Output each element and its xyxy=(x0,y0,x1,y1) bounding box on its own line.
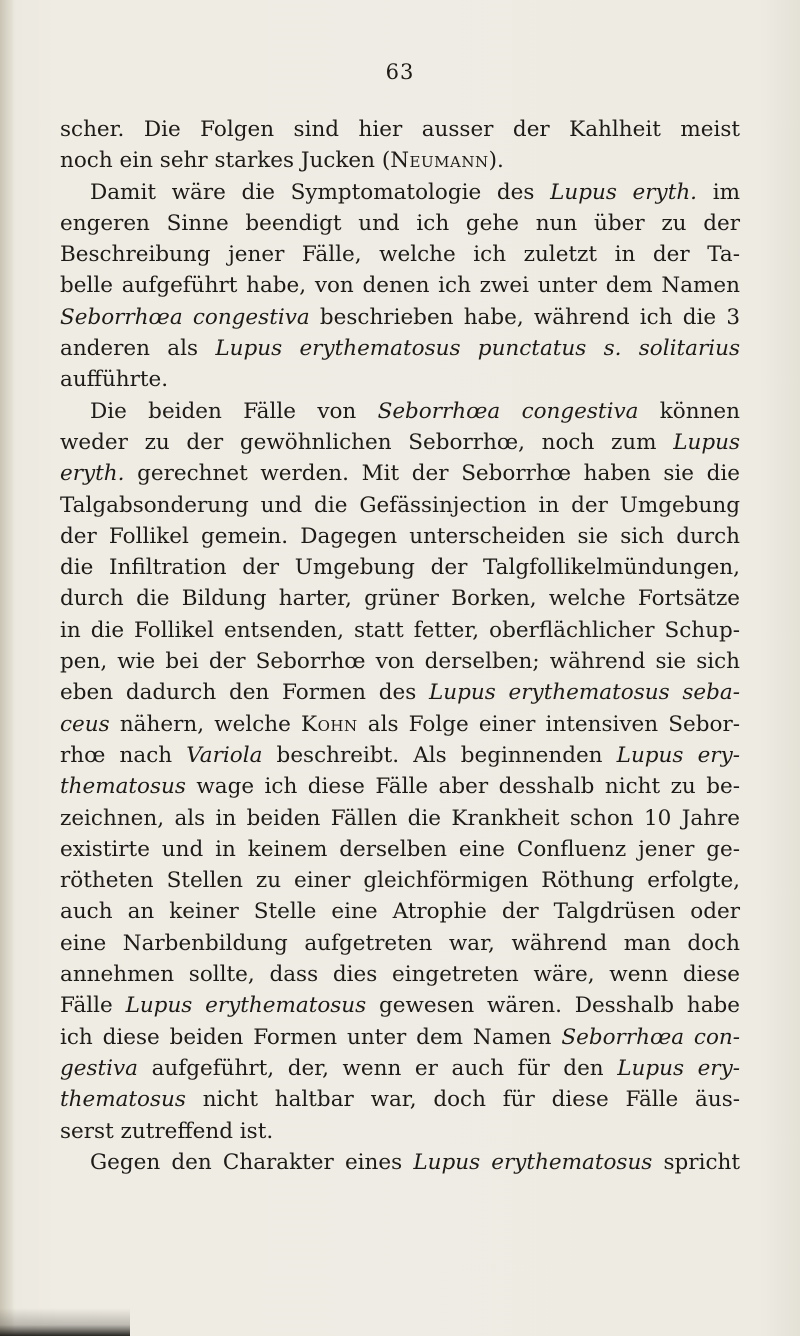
text-segment: ich diese beiden Formen unter dem Namen xyxy=(60,1024,562,1050)
binding-shadow xyxy=(0,0,14,1336)
text-segment: ). xyxy=(488,148,504,174)
text-segment: Damit wäre die Symptomatologie des xyxy=(90,179,551,205)
italic-term: ceus xyxy=(60,711,110,737)
text-line xyxy=(60,959,740,990)
text-segment: annehmen sollte, dass dies eingetreten wäre, wenn diese xyxy=(60,962,740,988)
text-segment: Fälle xyxy=(60,993,126,1019)
text-line xyxy=(60,364,740,395)
text-segment: gerechnet werden. Mit der Seborrhœ haben sie die xyxy=(124,461,740,487)
text-segment: beschreibt. Als beginnenden xyxy=(262,742,617,768)
text-line xyxy=(60,677,740,708)
text-segment: serst zutreffend ist. xyxy=(60,1118,274,1144)
text-segment: rhœ nach xyxy=(60,742,187,768)
text-segment: existirte und in keinem derselben eine Confluenz jener ge- xyxy=(60,836,740,862)
text-segment: nähern, welche xyxy=(109,711,302,737)
text-line xyxy=(60,552,740,583)
text-line xyxy=(60,270,740,301)
text-segment: Die beiden Fälle von xyxy=(90,398,378,424)
text-line xyxy=(60,458,740,489)
italic-term: eryth. xyxy=(60,461,125,487)
italic-term: Lupus erythematosus punctatus s. solitarius xyxy=(215,336,740,362)
italic-term: Lupus erythematosus xyxy=(125,993,367,1019)
italic-term: Seborrhœa con- xyxy=(561,1024,740,1050)
text-line xyxy=(60,709,740,740)
italic-term: Seborrhœa congestiva xyxy=(377,398,639,424)
italic-term: Lupus ery- xyxy=(617,1055,740,1081)
text-line xyxy=(60,615,740,646)
text-line xyxy=(60,427,740,458)
text-segment: engeren Sinne beendigt und ich gehe nun über zu der xyxy=(60,210,740,236)
text-segment: spricht xyxy=(652,1149,740,1175)
text-line xyxy=(60,333,740,364)
italic-term: Seborrhœa congestiva xyxy=(60,304,310,330)
text-line xyxy=(60,1147,740,1178)
italic-term: Lupus eryth. xyxy=(550,179,698,205)
text-line xyxy=(60,208,740,239)
italic-term: Lupus xyxy=(673,429,740,455)
italic-term: Variola xyxy=(186,742,263,768)
text-line xyxy=(60,114,740,145)
text-segment: der Follikel gemein. Dagegen unterscheiden sie sich durch xyxy=(60,523,740,549)
text-line xyxy=(60,834,740,865)
text-segment: Beschreibung jener Fälle, welche ich zuletzt in der Ta- xyxy=(60,242,740,268)
text-segment: aufgeführt, der, wenn er auch für den xyxy=(138,1055,618,1081)
text-line xyxy=(60,239,740,270)
text-line xyxy=(60,865,740,896)
italic-term: Lupus ery- xyxy=(616,742,740,768)
text-line xyxy=(60,896,740,927)
text-line xyxy=(60,928,740,959)
text-line xyxy=(60,771,740,802)
text-segment: scher. Die Folgen sind hier ausser der Kahlheit meist xyxy=(60,117,740,142)
body-text xyxy=(60,114,740,1178)
text-segment: eine Narbenbildung aufgetreten war, während man doch xyxy=(60,930,740,956)
text-line xyxy=(60,583,740,614)
text-segment: belle aufgeführt habe, von denen ich zwei unter dem Namen xyxy=(60,273,740,299)
text-line xyxy=(60,177,740,208)
text-segment: rötheten Stellen zu einer gleichförmigen Röthung erfolgte, xyxy=(60,868,740,894)
page-number: 63 xyxy=(385,60,415,84)
text-segment: weder zu der gewöhnlichen Seborrhœ, noch zum xyxy=(60,429,674,455)
text-line xyxy=(60,1053,740,1084)
text-line xyxy=(60,396,740,427)
text-segment: können xyxy=(638,398,741,424)
text-line xyxy=(60,1084,740,1115)
text-line xyxy=(60,803,740,834)
italic-term: gestiva xyxy=(60,1055,139,1081)
text-segment: durch die Bildung harter, grüner Borken, welche Fortsätze xyxy=(60,586,740,612)
text-segment: noch ein sehr starkes Jucken ( xyxy=(60,148,391,174)
text-line xyxy=(60,740,740,771)
italic-term: thematosus xyxy=(60,1087,186,1113)
text-segment: eben dadurch den Formen des xyxy=(60,680,430,706)
italic-term: Lupus erythematosus xyxy=(413,1149,653,1175)
author-name: Kohn xyxy=(301,711,358,737)
text-segment: anderen als xyxy=(60,336,216,362)
text-line xyxy=(60,145,740,176)
text-segment: wage ich diese Fälle aber desshalb nicht zu be- xyxy=(185,774,740,800)
author-name: Neumann xyxy=(390,148,489,174)
text-segment: pen, wie bei der Seborrhœ von derselben; während sie sich xyxy=(60,649,740,675)
text-segment: auch an keiner Stelle eine Atrophie der Talgdrüsen oder xyxy=(60,899,740,925)
text-segment: beschrieben habe, während ich die 3 xyxy=(309,304,740,330)
text-segment: Talgabsonderung und die Gefässinjection in der Umgebung xyxy=(60,492,740,518)
text-line xyxy=(60,302,740,333)
text-segment: aufführte. xyxy=(60,367,169,393)
text-segment: die Infiltration der Umgebung der Talgfollikelmündungen, xyxy=(60,555,740,581)
text-line xyxy=(60,490,740,521)
page-edge-shadow xyxy=(0,1308,130,1336)
text-line xyxy=(60,521,740,552)
text-line xyxy=(60,646,740,677)
text-segment: zeichnen, als in beiden Fällen die Krankheit schon 10 Jahre xyxy=(60,805,740,831)
text-segment: in die Follikel entsenden, statt fetter, oberflächlicher Schup- xyxy=(60,617,740,643)
text-segment: gewesen wären. Desshalb habe xyxy=(366,993,740,1019)
text-line xyxy=(60,1116,740,1147)
text-line xyxy=(60,1022,740,1053)
text-segment: nicht haltbar war, doch für diese Fälle äus- xyxy=(185,1087,740,1113)
italic-term: Lupus erythematosus seba- xyxy=(429,680,740,706)
italic-term: thematosus xyxy=(60,774,186,800)
text-segment: Gegen den Charakter eines xyxy=(90,1149,414,1175)
text-segment: im xyxy=(697,179,740,205)
text-line xyxy=(60,990,740,1021)
text-segment: als Folge einer intensiven Sebor- xyxy=(357,711,740,737)
